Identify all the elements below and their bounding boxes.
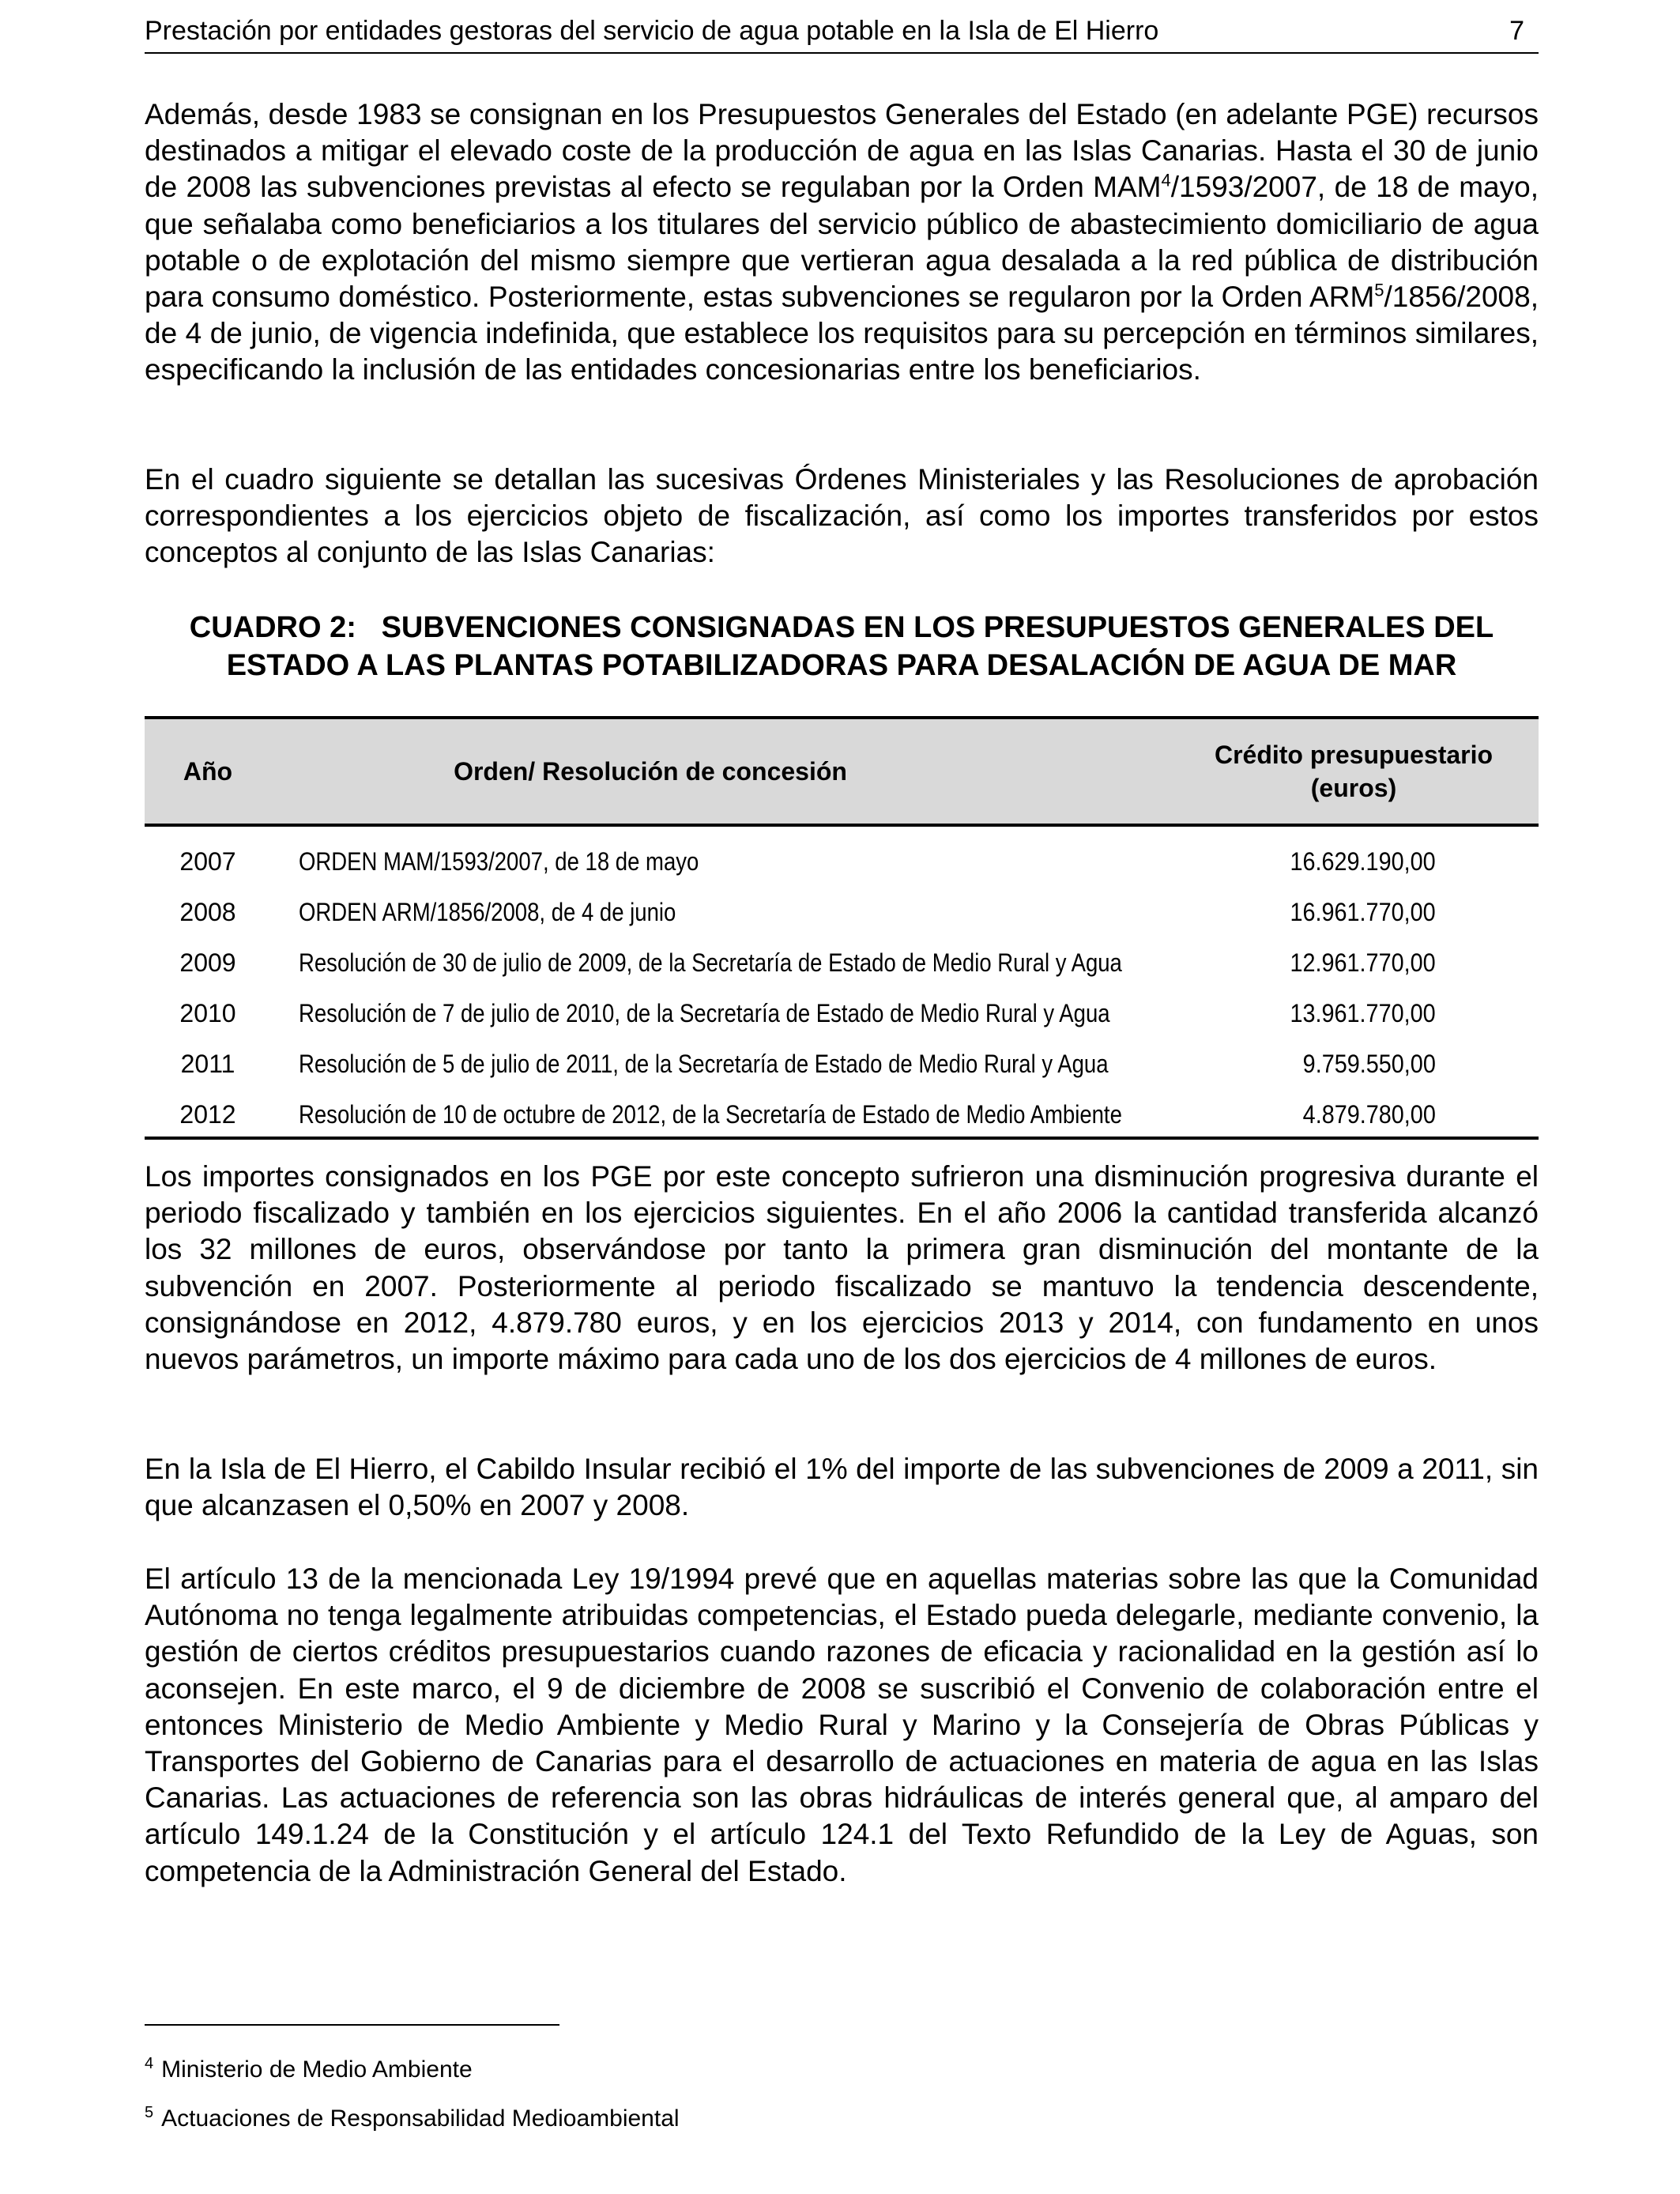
cell-year: 2012 [179,1100,236,1129]
table-row [145,1091,1539,1141]
cell-year: 2007 [179,847,236,876]
table-row [145,990,1539,1040]
header-credito-line2: (euros) [1310,774,1397,802]
paragraph-1-part3: /1856/2008, de 4 de junio, de vigencia indefinida, que establece los requisitos para su percepción en términos similares, especificando la inclusión de las entidades concesionarias entre los beneficiarios. [145,281,1539,386]
header-credito [1180,738,1527,805]
paragraph-1 [145,96,1539,389]
cell-year: 2010 [179,999,236,1027]
paragraph-3: Los importes consignados en los PGE por este concepto sufrieron una disminución progresiva durante el periodo fiscalizado y también en los ejercicios siguientes. En el año 2006 la cantidad transferida alcanzó los 32 millones de euros, observándose por tanto la primera gran disminución del montante de la subvención en 2007. Posteriormente al periodo fiscalizado se mantuvo la tendencia descendente, consignándose en 2012, 4.879.780 euros, y en los ejercicios 2013 y 2014, con fundamento en unos nuevos parámetros, un importe máximo para cada uno de los dos ejercicios de 4 millones de euros. [145,1160,1539,1376]
footnote-5 [145,2104,680,2132]
table-title [145,609,1539,684]
cell-orden: ORDEN ARM/1856/2008, de 4 de junio [299,898,676,926]
page-header [145,14,1539,54]
paragraph-2: En el cuadro siguiente se detallan las sucesivas Órdenes Ministeriales y las Resoluciones de aprobación correspondientes a los ejercicios objeto de fiscalización, así como los importes transferidos por estos conceptos al conjunto de las Islas Canarias: [145,463,1539,569]
cell-year: 2011 [180,1050,235,1078]
cell-credito: 12.961.770,00 [1290,948,1436,977]
header-credito-line1: Crédito presupuestario [1214,741,1494,769]
paragraph-1-part1: Además, desde 1983 se consignan en los Presupuestos Generales del Estado (en adelante PGE) recursos destinados a mitigar el elevado coste de la producción de agua en las Islas Canarias. Hasta el 30 de junio de 2008 las subvenciones previstas al efecto se regulaban por la Orden MAM [145,98,1539,204]
footnote-number: 4 [145,2055,154,2072]
paragraph-1-part2: /1593/2007, de 18 de mayo, que señalaba como beneficiarios a los titulares del servicio público de abastecimiento domiciliario de agua potable o de explotación del mismo siempre que vertieran agua desalada a la red pública de distribución para consumo doméstico. Posteriormente, estas subvenciones se regularon por la Orden ARM [145,171,1539,314]
footnote-ref-4: 4 [1161,171,1171,191]
footnote-ref-5: 5 [1374,280,1384,300]
cell-credito: 4.879.780,00 [1302,1100,1436,1129]
table-body [145,827,1539,1140]
table-title-line1: CUADRO 2: SUBVENCIONES CONSIGNADAS EN LOS PRESUPUESTOS GENERALES DEL [189,611,1494,644]
cell-year: 2009 [179,948,236,977]
paragraph-5: El artículo 13 de la mencionada Ley 19/1994 prevé que en aquellas materias sobre las que la Comunidad Autónoma no tenga legalmente atribuidas competencias, el Estado pueda delegarle, mediante convenio, la gestión de ciertos créditos presupuestarios cuando razones de eficacia y racionalidad en la gestión así lo aconsejen. En este marco, el 9 de diciembre de 2008 se suscribió el Convenio de colaboración entre el entonces Ministerio de Medio Ambiente y Medio Rural y Marino y la Consejería de Obras Públicas y Transportes del Gobierno de Canarias para el desarrollo de actuaciones en materia de agua en las Islas Canarias. Las actuaciones de referencia son las obras hidráulicas de interés general que, al amparo del artículo 149.1.24 de la Constitución y el artículo 124.1 del Texto Refundido de la Ley de Aguas, son competencia de la Administración General del Estado. [145,1563,1539,1887]
cell-orden: Resolución de 10 de octubre de 2012, de la Secretaría de Estado de Medio Ambiente [299,1100,1122,1129]
header-year: Año [183,757,233,786]
table-row [145,888,1539,939]
table-title-line2: ESTADO A LAS PLANTAS POTABILIZADORAS PARA DESALACIÓN DE AGUA DE MAR [226,649,1457,682]
cell-orden: ORDEN MAM/1593/2007, de 18 de mayo [299,847,699,876]
cell-orden: Resolución de 5 de julio de 2011, de la Secretaría de Estado de Medio Rural y Agua [299,1050,1109,1078]
cell-credito: 9.759.550,00 [1302,1050,1436,1078]
cell-orden: Resolución de 30 de julio de 2009, de la Secretaría de Estado de Medio Rural y Agua [299,948,1122,977]
cell-year: 2008 [179,898,236,926]
footnote-4 [145,2055,473,2083]
paragraph-4: En la Isla de El Hierro, el Cabildo Insular recibió el 1% del importe de las subvenciones de 2009 a 2011, sin que alcanzasen el 0,50% en 2007 y 2008. [145,1453,1539,1522]
footnote-text: Ministerio de Medio Ambiente [161,2056,473,2083]
cell-credito: 16.961.770,00 [1290,898,1436,926]
cell-orden: Resolución de 7 de julio de 2010, de la Secretaría de Estado de Medio Rural y Agua [299,999,1110,1027]
header-orden: Orden/ Resolución de concesión [454,757,847,786]
footnote-text: Actuaciones de Responsabilidad Medioambiental [161,2105,680,2132]
table-row [145,838,1539,888]
footnote-number: 5 [145,2104,154,2121]
page-number: 7 [1509,16,1524,46]
table-header [145,716,1539,827]
header-title: Prestación por entidades gestoras del servicio de agua potable en la Isla de El Hierro [145,16,1159,46]
subsidies-table [145,716,1539,1140]
table-row [145,939,1539,990]
table-row [145,1040,1539,1091]
footnote-separator [145,2024,559,2026]
cell-credito: 16.629.190,00 [1290,847,1436,876]
cell-credito: 13.961.770,00 [1290,999,1436,1027]
